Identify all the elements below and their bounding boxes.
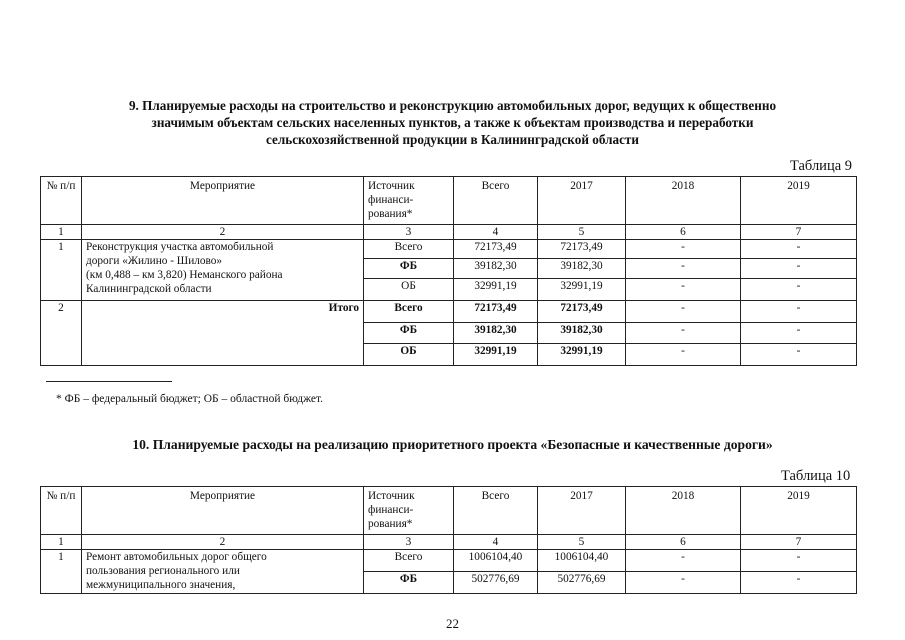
y2019-cell: - <box>741 572 857 594</box>
table-10-caption: Таблица 10 <box>781 468 851 484</box>
footnote: * ФБ – федеральный бюджет; ОБ – областной бюджет. <box>56 393 323 405</box>
table-9-header-row <box>41 177 857 225</box>
col-header-num: № п/п <box>41 177 82 225</box>
col-number: 7 <box>741 535 857 550</box>
row-number: 1 <box>41 240 82 301</box>
col-number: 1 <box>41 225 82 240</box>
measure-line: Реконструкция участка автомобильной <box>86 241 274 253</box>
col-number: 6 <box>626 225 741 240</box>
source-cell: ФБ <box>364 259 454 279</box>
total-cell: 72173,49 <box>454 301 538 323</box>
total-cell: 72173,49 <box>454 240 538 259</box>
y2018-cell: - <box>626 279 741 301</box>
y2019-cell: - <box>741 344 857 366</box>
column-number-row <box>41 535 857 550</box>
measure-line: Калининградской области <box>86 283 212 295</box>
measure-line: дороги «Жилино - Шилово» <box>86 255 223 267</box>
col-number: 2 <box>82 225 364 240</box>
total-cell: 32991,19 <box>454 344 538 366</box>
col-header-measure: Мероприятие <box>82 487 364 535</box>
col-number: 4 <box>454 535 538 550</box>
table-10-header-row <box>41 487 857 535</box>
measure-cell <box>82 550 364 594</box>
y2019-cell: - <box>741 550 857 572</box>
col-header-source <box>364 487 454 535</box>
y2019-cell: - <box>741 240 857 259</box>
total-cell: 39182,30 <box>454 259 538 279</box>
y2017-cell: 72173,49 <box>538 301 626 323</box>
col-header-total: Всего <box>454 487 538 535</box>
col-header-source-line-1: Источник <box>368 490 415 502</box>
col-number: 5 <box>538 535 626 550</box>
y2017-cell: 32991,19 <box>538 344 626 366</box>
col-number: 4 <box>454 225 538 240</box>
col-number: 3 <box>364 225 454 240</box>
measure-cell <box>82 240 364 301</box>
col-header-source-line-2: финанси- <box>368 194 414 206</box>
section-9-title-line-3: сельскохозяйственной продукции в Калининградской области <box>265 132 640 147</box>
y2018-cell: - <box>626 259 741 279</box>
col-header-2018: 2018 <box>626 487 741 535</box>
col-header-source-line-1: Источник <box>368 180 415 192</box>
col-header-2018: 2018 <box>626 177 741 225</box>
col-header-source-line-3: рования* <box>368 208 413 220</box>
total-label: Итого <box>82 301 364 366</box>
y2018-cell: - <box>626 344 741 366</box>
col-header-total: Всего <box>454 177 538 225</box>
col-number: 1 <box>41 535 82 550</box>
source-cell: ОБ <box>364 344 454 366</box>
source-cell: Всего <box>364 301 454 323</box>
total-cell: 32991,19 <box>454 279 538 301</box>
col-number: 7 <box>741 225 857 240</box>
source-cell: ФБ <box>364 323 454 344</box>
footnote-divider <box>46 381 172 382</box>
y2019-cell: - <box>741 323 857 344</box>
total-cell: 39182,30 <box>454 323 538 344</box>
col-header-num: № п/п <box>41 487 82 535</box>
y2017-cell: 72173,49 <box>538 240 626 259</box>
table-row <box>41 550 857 572</box>
y2017-cell: 32991,19 <box>538 279 626 301</box>
col-header-2019: 2019 <box>741 177 857 225</box>
col-number: 5 <box>538 225 626 240</box>
measure-line: пользования регионального или <box>86 565 240 577</box>
y2018-cell: - <box>626 572 741 594</box>
col-header-2017: 2017 <box>538 487 626 535</box>
column-number-row <box>41 225 857 240</box>
measure-line: Ремонт автомобильных дорог общего <box>86 551 267 563</box>
col-header-source-line-2: финанси- <box>368 504 414 516</box>
table-row-total <box>41 301 857 323</box>
section-9-title-line-2: значимым объектам сельских населенных пунктов, а также к объектам производства и переработки <box>151 115 754 130</box>
y2018-cell: - <box>626 550 741 572</box>
col-number: 3 <box>364 535 454 550</box>
measure-line: (км 0,488 – км 3,820) Неманского района <box>86 269 283 281</box>
table-9 <box>40 176 857 366</box>
col-header-source <box>364 177 454 225</box>
y2019-cell: - <box>741 279 857 301</box>
col-header-measure: Мероприятие <box>82 177 364 225</box>
total-cell: 1006104,40 <box>454 550 538 572</box>
table-9-caption: Таблица 9 <box>790 158 853 174</box>
section-9-title <box>40 97 865 148</box>
section-10-title: 10. Планируемые расходы на реализацию приоритетного проекта «Безопасные и качественные дороги» <box>132 437 773 452</box>
y2018-cell: - <box>626 323 741 344</box>
y2018-cell: - <box>626 301 741 323</box>
y2017-cell: 1006104,40 <box>538 550 626 572</box>
source-cell: Всего <box>364 240 454 259</box>
col-number: 2 <box>82 535 364 550</box>
section-9-title-line-1: 9. Планируемые расходы на строительство и реконструкцию автомобильных дорог, ведущих к общественно <box>128 98 777 113</box>
total-cell: 502776,69 <box>454 572 538 594</box>
source-cell: Всего <box>364 550 454 572</box>
y2019-cell: - <box>741 301 857 323</box>
source-cell: ОБ <box>364 279 454 301</box>
col-number: 6 <box>626 535 741 550</box>
y2017-cell: 502776,69 <box>538 572 626 594</box>
page-number: 22 <box>446 616 459 631</box>
measure-line: межмуниципального значения, <box>86 579 236 591</box>
col-header-source-line-3: рования* <box>368 518 413 530</box>
source-cell: ФБ <box>364 572 454 594</box>
y2017-cell: 39182,30 <box>538 259 626 279</box>
table-row <box>41 240 857 259</box>
y2018-cell: - <box>626 240 741 259</box>
col-header-2017: 2017 <box>538 177 626 225</box>
y2019-cell: - <box>741 259 857 279</box>
col-header-2019: 2019 <box>741 487 857 535</box>
y2017-cell: 39182,30 <box>538 323 626 344</box>
row-number: 1 <box>41 550 82 594</box>
row-number: 2 <box>41 301 82 366</box>
table-10 <box>40 486 857 594</box>
